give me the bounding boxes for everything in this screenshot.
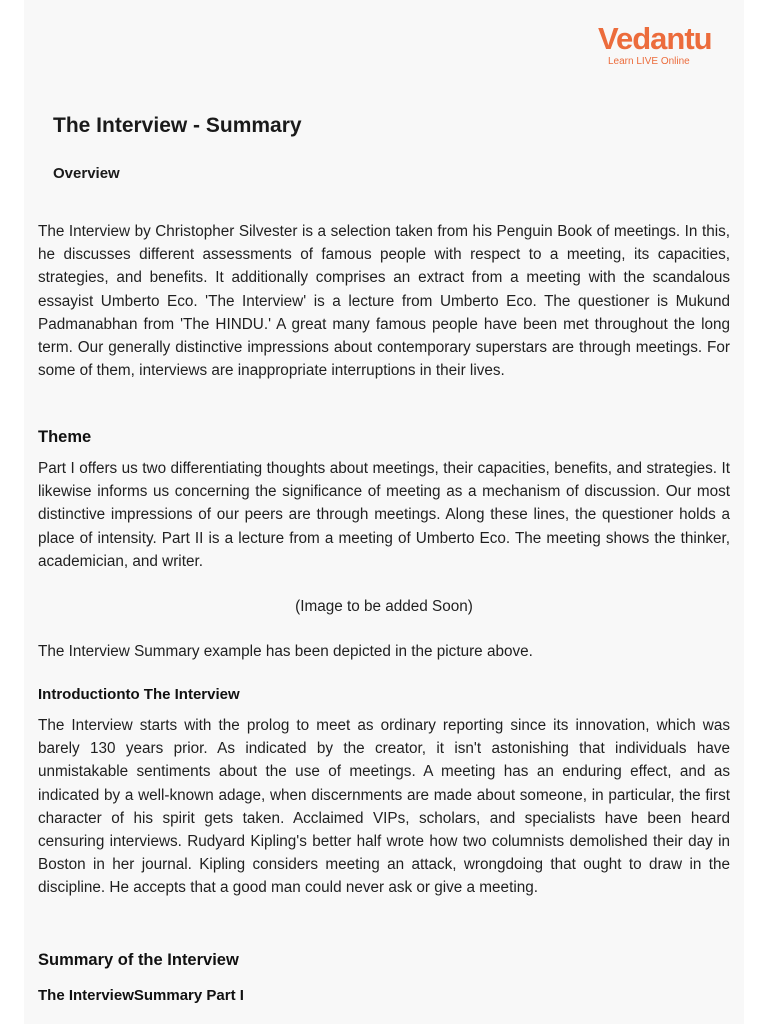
image-caption: The Interview Summary example has been depicted in the picture above. [38,643,533,660]
theme-paragraph: Part I offers us two differentiating thoughts about meetings, their capacities, benefits, and strategies. It likewise informs us concerning the significance of meeting as a mechanism of discussion. Our most distinctive impressions of our peers are through meetings. Along these lines, the questioner holds a place of intensity. Part II is a lecture from a meeting of Umberto Eco. The meeting shows the thinker, academician, and writer. [38,460,730,570]
summary-part1-heading: The InterviewSummary Part I [38,987,244,1004]
vedantu-logo[interactable] [598,21,712,68]
intro-heading: Introductionto The Interview [38,686,240,703]
logo-tagline: Learn LIVE Online [608,56,690,67]
theme-heading: Theme [38,428,92,446]
image-placeholder: (Image to be added Soon) [295,598,473,615]
overview-paragraph: The Interview by Christopher Silvester is a selection taken from his Penguin Book of meetings. In this, he discusses different assessments of famous people with respect to a meeting, its capacities, strategies, and benefits. It additionally comprises an extract from a meeting with the scandalous essayist Umberto Eco. 'The Interview' is a lecture from Umberto Eco. The questioner is Mukund Padmanabhan from 'The HINDU.' A great many famous people have been met throughout the long term. Our generally distinctive impressions about contemporary superstars are through meetings. For some of them, interviews are inappropriate interruptions in their lives. [38,223,730,380]
overview-heading: Overview [53,165,120,182]
summary-heading: Summary of the Interview [38,951,239,969]
logo-wordmark: Vedantu [598,21,712,56]
page-title: The Interview - Summary [53,114,302,137]
intro-paragraph: The Interview starts with the prolog to meet as ordinary reporting since its innovation, which was barely 130 years prior. As indicated by the creator, it isn't astonishing that individuals have unmistakable sentiments about the use of meetings. A meeting has an enduring effect, and as indicated by a well-known adage, when discernments are made about someone, in particular, the first character of his spirit gets taken. Acclaimed VIPs, scholars, and specialists have been heard censuring interviews. Rudyard Kipling's better half wrote how two columnists demolished their day in Boston in her journal. Kipling considers meeting an attack, wrongdoing that ought to draw in the discipline. He accepts that a good man could never ask or give a meeting. [38,717,730,897]
